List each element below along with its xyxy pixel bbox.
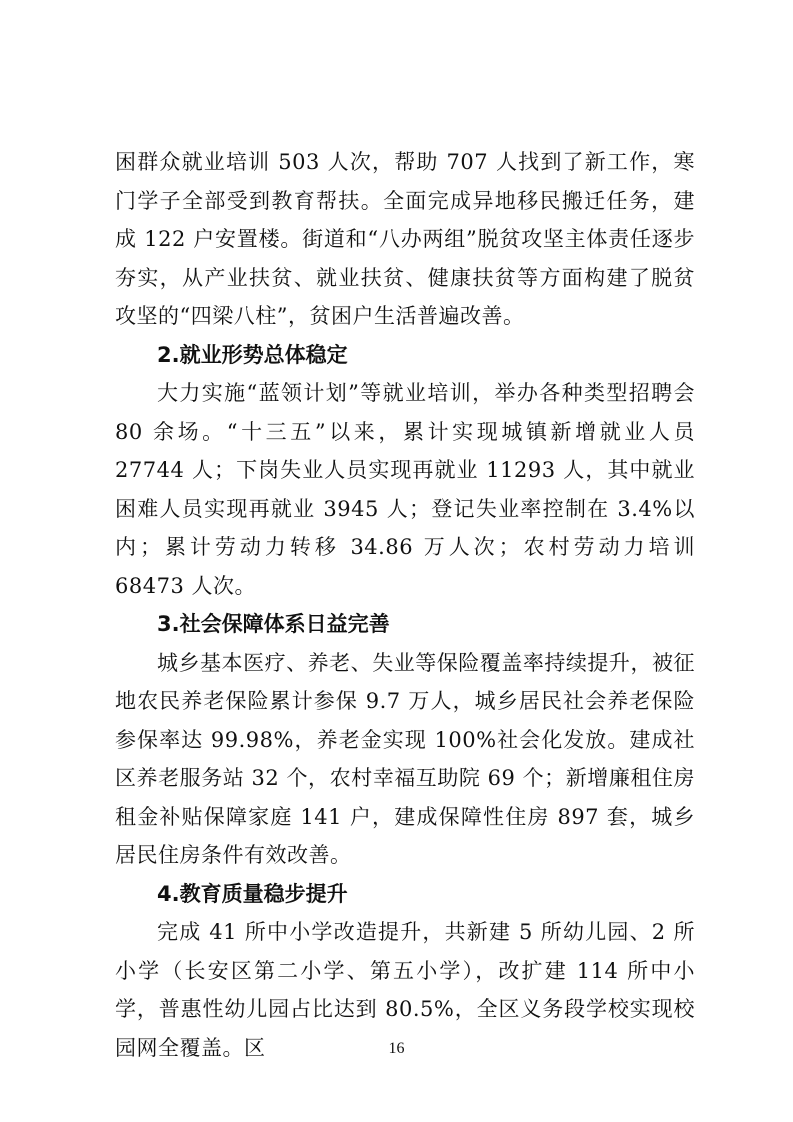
heading-social-security: 3.社会保障体系日益完善 — [157, 612, 390, 636]
page-number: 16 — [388, 1040, 405, 1057]
paragraph-poverty-alleviation: 困群众就业培训 503 人次，帮助 707 人找到了新工作，寒门学子全部受到教育帮扶。全面完成异地移民搬迁任务，建成 122 户安置楼。街道和“八办两组”脱贫攻坚主体责任逐步夯实，从产业扶贫、就业扶贫、健康扶贫等方面构建了脱贫攻坚的“四梁八柱”，贫困户生活普遍改善。 — [115, 150, 695, 328]
heading-employment: 2.就业形势总体稳定 — [157, 342, 348, 367]
paragraph-social-security: 城乡基本医疗、养老、失业等保险覆盖率持续提升，被征地农民养老保险累计参保 9.7 万人，城乡居民社会养老保险参保率达 99.98%，养老金实现 100%社会化发放。建成社区养老服务站 32 个，农村幸福互助院 69 个；新增廉租住房租金补贴保障家庭 141 户，建成保障性住房 897 套，城乡居民住房条件有效改善。 — [115, 650, 695, 867]
paragraph-employment: 大力实施“蓝领计划”等就业培训，举办各种类型招聘会 80 余场。“十三五”以来，累计实现城镇新增就业人员 27744 人；下岗失业人员实现再就业 11293 人，其中就业困难人员实现再就业 3945 人；登记失业率控制在 3.4%以内；累计劳动力转移 34.86 万人次；农村劳动力培训 68473 人次。 — [115, 381, 695, 598]
paragraph-education: 完成 41 所中小学改造提升，共新建 5 所幼儿园、2 所小学（长安区第二小学、第五小学），改扩建 114 所中小学，普惠性幼儿园占比达到 80.5%，全区义务段学校实现校园网全覆盖。区 — [115, 920, 695, 1060]
heading-education: 4.教育质量稳步提升 — [157, 881, 348, 906]
document-body — [115, 143, 695, 1067]
